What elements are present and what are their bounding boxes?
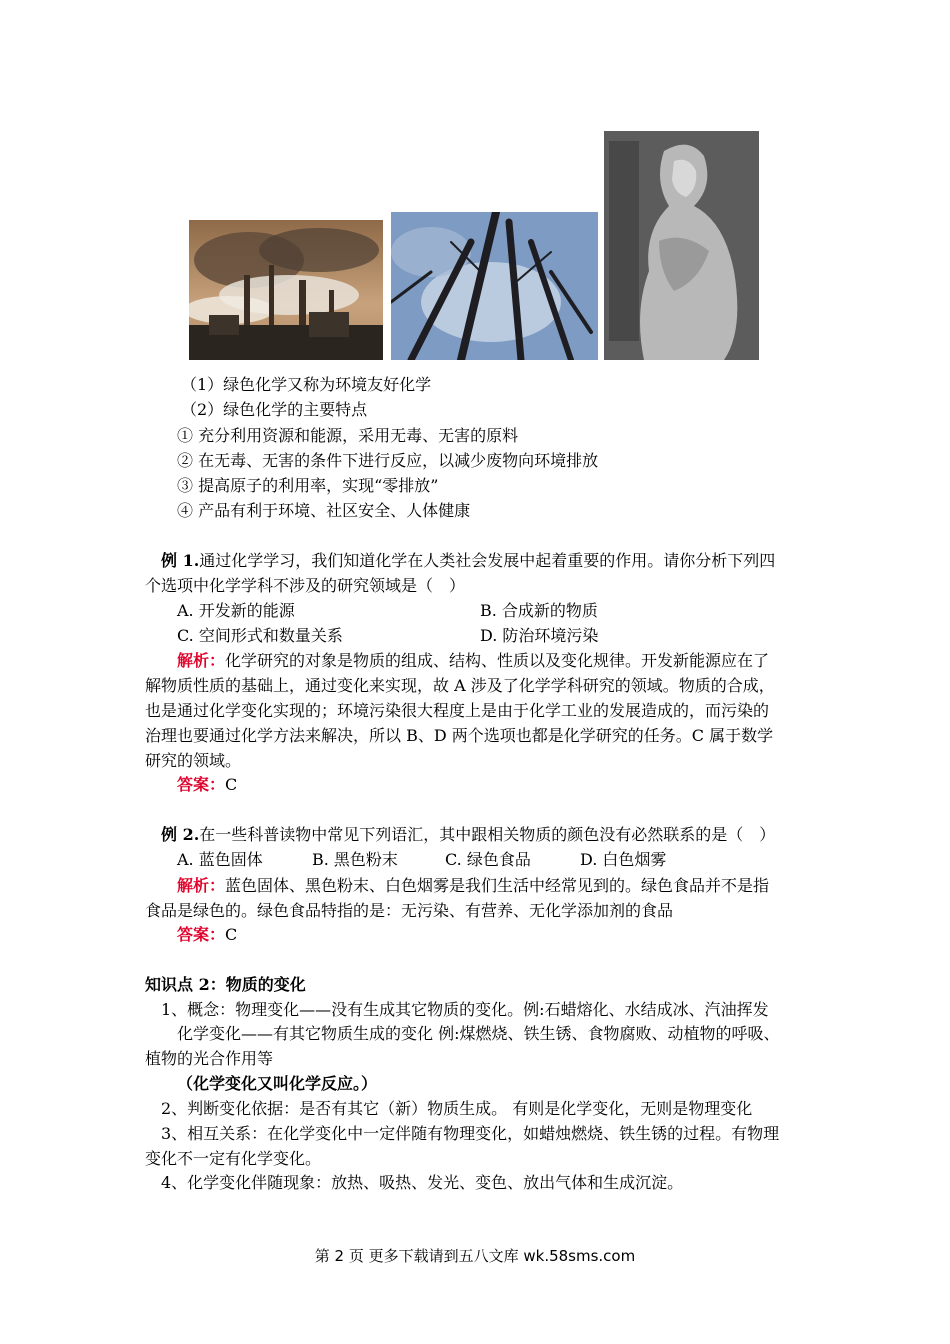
feature-2: ② 在无毒、无害的条件下进行反应，以减少废物向环境排放 [177,451,599,470]
example-1-analysis-line-2: 解物质性质的基础上，通过变化来实现，故 A 涉及了化学学科研究的领域。物质的合成， [145,676,775,695]
feature-4: ④ 产品有利于环境、社区安全、人体健康 [177,501,471,520]
kp2-relation-line-2: 变化不一定有化学变化。 [145,1149,322,1168]
kp2-phenomena: 4、化学变化伴随现象：放热、吸热、发光、变色、放出气体和生成沉淀。 [161,1173,684,1192]
dead-trees-photo [391,212,598,360]
example-1-option-c: C. 空间形式和数量关系 [177,626,343,645]
example-1-option-d: D. 防治环境污染 [480,626,599,645]
answer-label: 答案： [177,775,226,794]
example-1-question-line-2: 个选项中化学学科不涉及的研究领域是（ ） [145,576,466,595]
page-footer: 第 2 页 更多下载请到五八文库 wk.58sms.com [314,1247,636,1265]
example-2-analysis-line-1: 解析：蓝色固体、黑色粉末、白色烟雾是我们生活中经常见到的。绿色食品并不是指 [177,876,770,895]
example-1-option-b: B. 合成新的物质 [480,601,598,620]
example-2-option-b: B. 黑色粉末 [312,850,398,869]
knowledge-point-2-title: 知识点 2：物质的变化 [145,975,306,994]
example-2-label: 例 2. [161,825,200,844]
example-2-option-a: A. 蓝色固体 [177,850,263,869]
eroded-statue-photo [604,131,759,360]
kp2-concept-line-1: 1、概念：物理变化——没有生成其它物质的变化。例:石蜡熔化、水结成冰、汽油挥发 [161,1000,769,1019]
example-1-option-a: A. 开发新的能源 [177,601,295,620]
kp2-relation-line-1: 3、相互关系：在化学变化中一定伴随有物理变化，如蜡烛燃烧、铁生锈的过程。有物理 [161,1124,780,1143]
kp2-concept-line-2: 化学变化——有其它物质生成的变化 例:煤燃烧、铁生锈、食物腐败、动植物的呼吸、 [177,1024,780,1043]
example-1-analysis-line-5: 研究的领域。 [145,751,242,770]
example-1-analysis-line-1: 解析：化学研究的对象是物质的组成、结构、性质以及变化规律。开发新能源应在了 [177,651,770,670]
example-2-question: 例 2.在一些科普读物中常见下列语汇，其中跟相关物质的颜色没有必然联系的是（ ） [161,825,776,844]
example-2-option-c: C. 绿色食品 [445,850,531,869]
example-2-analysis-line-2: 食品是绿色的。绿色食品特指的是：无污染、有营养、无化学添加剂的食品 [145,901,674,920]
example-1-analysis-line-4: 治理也要通过化学方法来解决，所以 B、D 两个选项也都是化学研究的任务。C 属于数学 [145,726,774,745]
green-chem-point-2: （2）绿色化学的主要特点 [181,400,368,419]
factory-smoke-photo [189,220,383,360]
green-chem-point-1: （1）绿色化学又称为环境友好化学 [181,375,432,394]
example-2-answer: 答案：C [177,925,238,944]
feature-3: ③ 提高原子的利用率，实现“零排放” [177,476,439,495]
analysis-label: 解析： [177,876,226,895]
example-1-label: 例 1. [161,551,200,570]
feature-1: ① 充分利用资源和能源，采用无毒、无害的原料 [177,426,519,445]
kp2-basis: 2、判断变化依据：是否有其它（新）物质生成。 有则是化学变化，无则是物理变化 [161,1099,753,1118]
example-2-option-d: D. 白色烟雾 [580,850,667,869]
example-1-answer: 答案：C [177,775,238,794]
example-1-analysis-line-3: 也是通过化学变化实现的；环境污染很大程度上是由于化学工业的发展造成的，而污染的 [145,701,770,720]
analysis-label: 解析： [177,651,226,670]
answer-label: 答案： [177,925,226,944]
kp2-note: （化学变化又叫化学反应。） [177,1074,378,1093]
kp2-concept-line-3: 植物的光合作用等 [145,1049,274,1068]
example-1-question-line-1: 例 1.通过化学学习，我们知道化学在人类社会发展中起着重要的作用。请你分析下列四 [161,551,776,570]
